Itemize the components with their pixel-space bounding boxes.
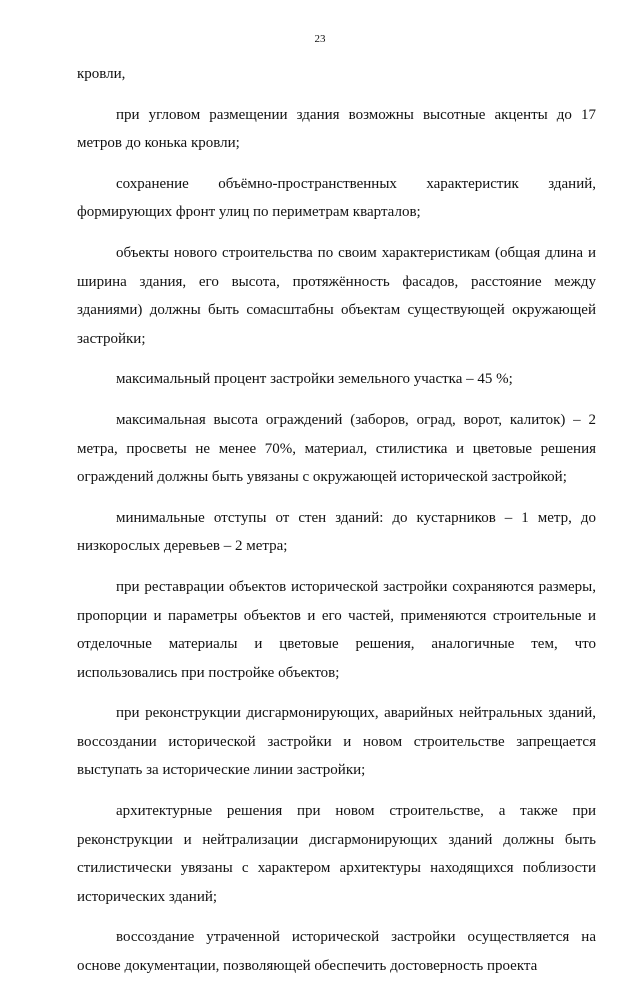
paragraph-lost-buildings-reconstruction: воссоздание утраченной исторической застройки осуществляется на основе документации, позволяющей обеспечить достоверность проекта — [77, 929, 596, 975]
document-body — [77, 60, 596, 993]
paragraph-volume-spatial-preservation: сохранение объёмно-пространственных характеристик зданий, формирующих фронт улиц по периметрам кварталов; — [77, 175, 596, 221]
paragraph-architectural-style-consistency: архитектурные решения при новом строительстве, а также при реконструкции и нейтрализации дисгармонирующих зданий должны быть стилистически увязаны с характером архитектуры находящихся поблизости исторических зданий; — [77, 803, 596, 905]
page-number: 23 — [314, 33, 326, 45]
paragraph-new-construction-scale: объекты нового строительства по своим характеристикам (общая длина и ширина здания, его высота, протяжённость фасадов, расстояние между зданиями) должны быть сомасштабны объектам существующей окружающей застройки; — [77, 244, 596, 347]
paragraph-roof-continuation: кровли, — [77, 66, 126, 82]
paragraph-building-lines-restriction: при реконструкции дисгармонирующих, аварийных нейтральных зданий, воссоздании исторической застройки и новом строительстве запрещается выступать за исторические линии застройки; — [77, 705, 596, 779]
paragraph-restoration-rules: при реставрации объектов исторической застройки сохраняются размеры, пропорции и параметры объектов и его частей, применяются строительные и отделочные материалы и цветовые решения, аналогичные тем, что использовались при постройке объектов; — [77, 578, 596, 681]
paragraph-corner-height-accents: при угловом размещении здания возможны высотные акценты до 17 метров до конька кровли; — [77, 106, 596, 152]
paragraph-fence-height: максимальная высота ограждений (заборов, оград, ворот, калиток) – 2 метра, просветы не менее 70%, материал, стилистика и цветовые решения ограждений должны быть увязаны с окружающей исторической застройкой; — [77, 411, 596, 486]
paragraph-minimum-setbacks: минимальные отступы от стен зданий: до кустарников – 1 метр, до низкорослых деревьев – 2 метра; — [77, 509, 596, 555]
paragraph-max-built-percentage: максимальный процент застройки земельного участка – 45 %; — [116, 371, 513, 388]
